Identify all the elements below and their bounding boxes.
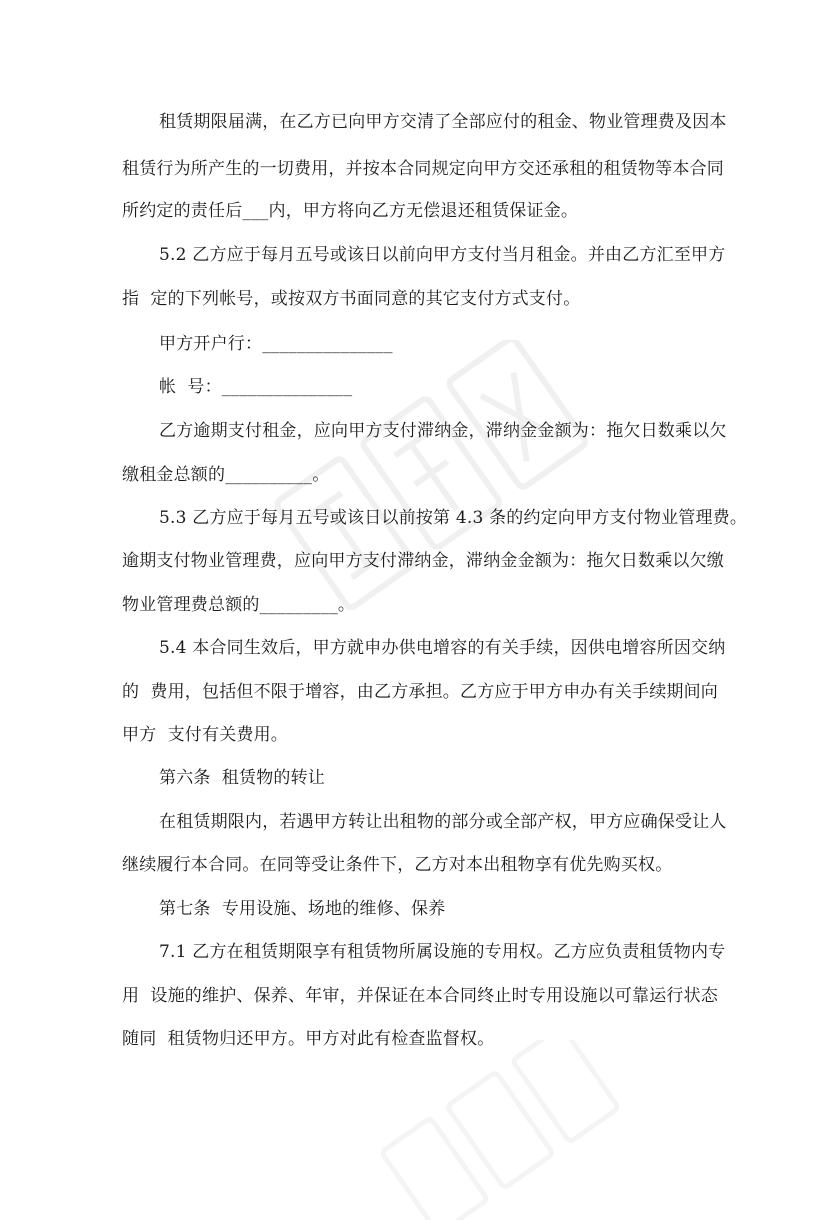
paragraph-line: 指 定的下列帐号，或按双方书面同意的其它支付方式支付。 [122, 289, 581, 309]
paragraph-line: 租赁期限届满，在乙方已向甲方交清了全部应付的租金、物业管理费及因本 [159, 112, 727, 132]
paragraph-line: 逾期支付物业管理费，应向甲方支付滞纳金，滞纳金金额为：拖欠日数乘以欠缴 [122, 551, 724, 571]
paragraph-line: 7.1 乙方在租赁期限享有租赁物所属设施的专用权。乙方应负责租赁物内专 [159, 942, 726, 962]
paragraph-line: 5.3 乙方应于每月五号或该日以前按第 4.3 条的约定向甲方支付物业管理费。 [159, 508, 748, 528]
paragraph-line: 租赁行为所产生的一切费用，并按本合同规定向甲方交还承租的租赁物等本合同 [122, 159, 724, 179]
section-heading-article-7: 第七条 专用设施、场地的维修、保养 [159, 899, 446, 919]
paragraph-line: 乙方逾期支付租金，应向甲方支付滞纳金，滞纳金金额为：拖欠日数乘以欠 [159, 421, 727, 441]
paragraph-line: 物业管理费总额的_________。 [122, 595, 356, 615]
paragraph-line: 所约定的责任后___内，甲方将向乙方无偿退还租赁保证金。 [122, 201, 579, 221]
paragraph-line: 5.2 乙方应于每月五号或该日以前向甲方支付当月租金。并由乙方汇至甲方 [159, 245, 726, 265]
paragraph-line: 缴租金总额的__________。 [122, 465, 330, 485]
paragraph-line: 5.4 本合同生效后，甲方就申办供电增容的有关手续，因供电增容所因交纳 [159, 638, 726, 658]
paragraph-line: 用 设施的维护、保养、年审，并保证在本合同终止时专用设施以可靠运行状态 [122, 986, 719, 1006]
section-heading-article-6: 第六条 租赁物的转让 [159, 768, 326, 788]
paragraph-line: 在租赁期限内，若遇甲方转让出租物的部分或全部产权，甲方应确保受让人 [159, 812, 727, 832]
account-number-field: 帐 号：_______________ [159, 377, 353, 397]
bank-name-field: 甲方开户行：_______________ [159, 334, 393, 354]
paragraph-line: 随同 租赁物归还甲方。甲方对此有检查监督权。 [122, 1029, 495, 1049]
paragraph-line: 继续履行本合同。在同等受让条件下，乙方对本出租物享有优先购买权。 [122, 855, 673, 875]
paragraph-line: 的 费用，包括但不限于增容，由乙方承担。乙方应于甲方申办有关手续期间向 [122, 682, 719, 702]
paragraph-line: 甲方 支付有关费用。 [122, 725, 289, 745]
